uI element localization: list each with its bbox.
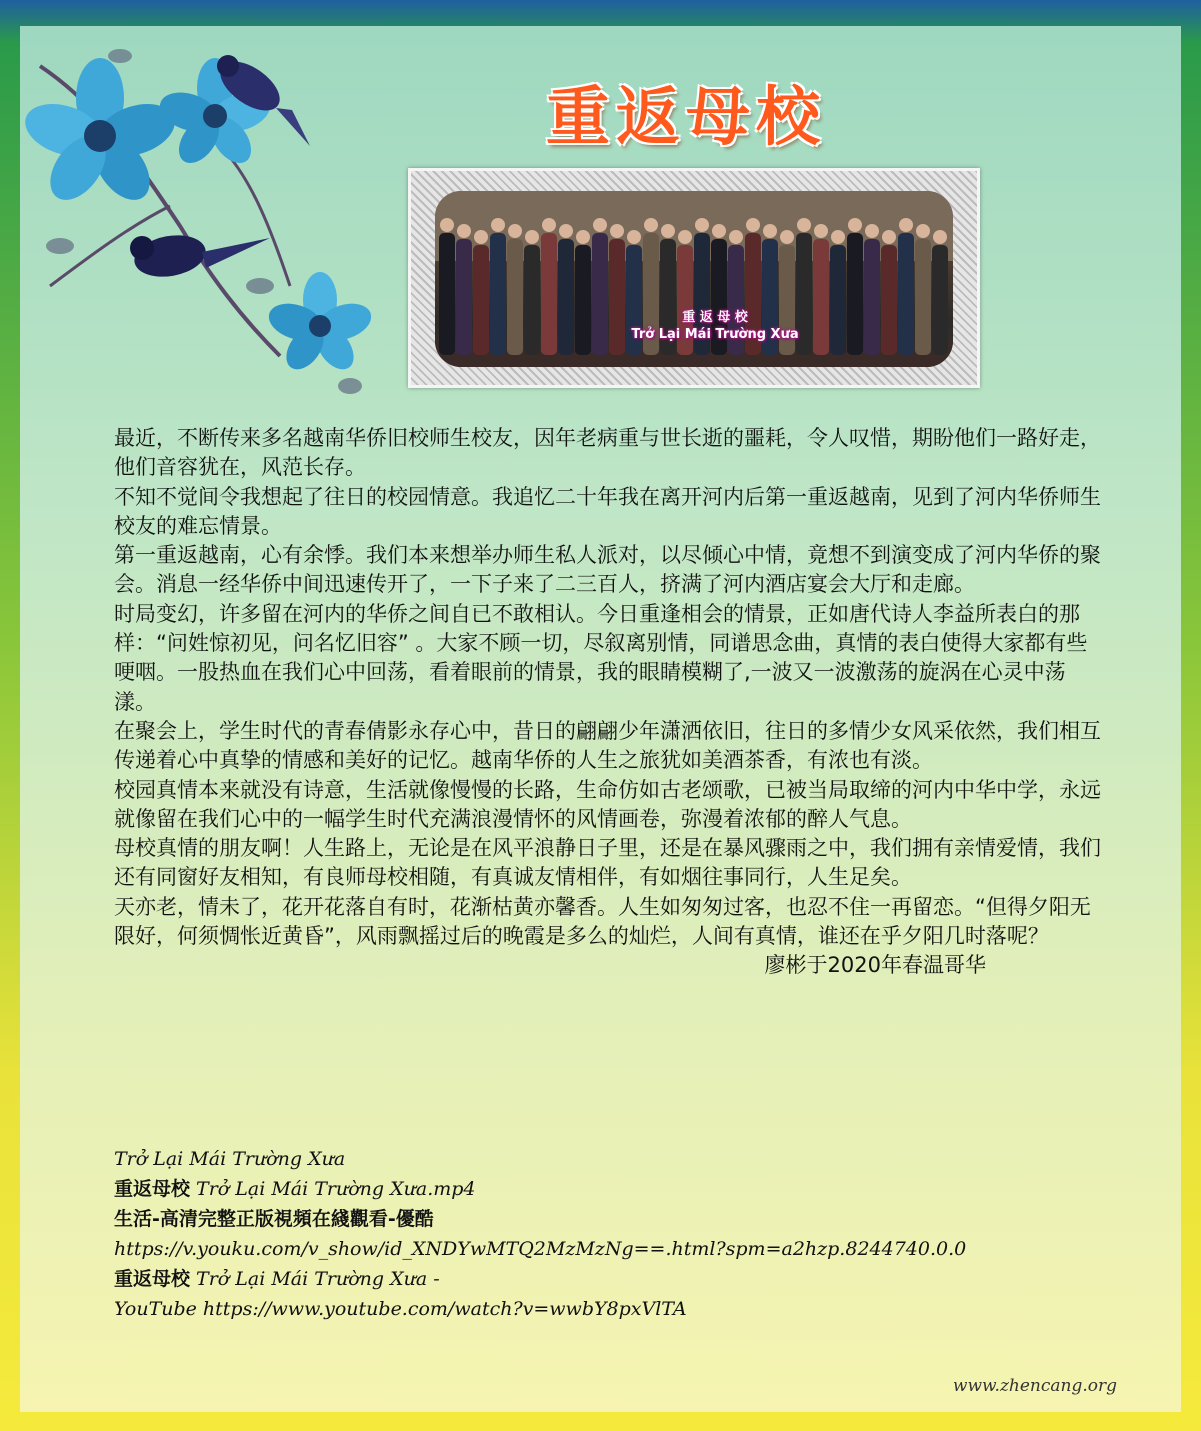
photo-caption-vn: Trở Lại Mái Trường Xưa bbox=[631, 327, 799, 342]
youtube-url-link[interactable]: YouTube https://www.youtube.com/watch?v=wwbY8pxVlTA bbox=[114, 1298, 687, 1320]
person-figure bbox=[932, 245, 948, 355]
person-head bbox=[695, 218, 709, 232]
person-head bbox=[457, 224, 471, 238]
person-figure bbox=[830, 245, 846, 355]
paragraph: 时局变幻，许多留在河内的华侨之间自已不敢相认。今日重逢相会的情景，正如唐代诗人李益所表白的那样：“问姓惊初见，问名忆旧容” 。大家不顾一切，尽叙离别情，同谱思念曲，真情的表白使得大家都有些哽咽。一股热血在我们心中回荡，看着眼前的情景，我的眼睛模糊了,一波又一波激荡的旋涡在心灵中荡漾。 bbox=[114, 601, 1088, 714]
person-figure bbox=[847, 233, 863, 355]
person-head bbox=[933, 230, 947, 244]
person-head bbox=[644, 218, 658, 232]
person-head bbox=[525, 230, 539, 244]
person-head bbox=[831, 230, 845, 244]
person-head bbox=[814, 224, 828, 238]
person-head bbox=[882, 230, 896, 244]
person-figure bbox=[473, 245, 489, 355]
photo-caption-cn: 重 返 母 校 bbox=[682, 310, 748, 325]
person-head bbox=[627, 230, 641, 244]
person-figure bbox=[864, 239, 880, 355]
person-figure bbox=[490, 233, 506, 355]
person-figure bbox=[881, 245, 897, 355]
person-figure bbox=[541, 233, 557, 355]
paragraph: 第一重返越南，心有余悸。我们本来想举办师生私人派对，以尽倾心中情，竟想不到演变成了河内华侨的聚会。消息一经华侨中间迅速传开了，一下子来了二三百人，挤满了河内酒店宴会大厅和走廊。 bbox=[114, 543, 1101, 597]
person-figure bbox=[898, 233, 914, 355]
group-photo-frame bbox=[408, 168, 980, 388]
person-head bbox=[593, 218, 607, 232]
article-body bbox=[114, 424, 1104, 981]
site-watermark: www.zhencang.org bbox=[952, 1376, 1117, 1396]
video-file-vn: Trở Lại Mái Trường Xưa.mp4 bbox=[190, 1178, 476, 1200]
person-figure bbox=[575, 245, 591, 355]
youtube-title-vn: Trở Lại Mái Trường Xưa - bbox=[190, 1268, 440, 1290]
person-head bbox=[865, 224, 879, 238]
person-figure bbox=[524, 245, 540, 355]
youku-title-link[interactable]: 生活-高清完整正版視頻在綫觀看-優酷 bbox=[114, 1208, 434, 1230]
person-figure bbox=[439, 233, 455, 355]
person-head bbox=[797, 218, 811, 232]
person-figure bbox=[456, 239, 472, 355]
person-head bbox=[899, 218, 913, 232]
page-title: 重返母校 bbox=[546, 81, 826, 155]
person-head bbox=[746, 218, 760, 232]
youtube-title-link[interactable] bbox=[114, 1264, 1114, 1294]
links-section bbox=[114, 1144, 1114, 1324]
person-figure bbox=[813, 239, 829, 355]
person-head bbox=[542, 218, 556, 232]
person-head bbox=[559, 224, 573, 238]
person-head bbox=[491, 218, 505, 232]
paragraph: 不知不觉间令我想起了往日的校园情意。我追忆二十年我在离开河内后第一重返越南，见到了河内华侨师生校友的难忘情景。 bbox=[114, 484, 1101, 538]
paragraph: 在聚会上，学生时代的青春倩影永存心中，昔日的翩翩少年潇洒依旧，往日的多情少女风采依然，我们相互传递着心中真挚的情感和美好的记忆。越南华侨的人生之旅犹如美酒茶香，有浓也有淡。 bbox=[114, 718, 1101, 773]
flower-bird-decoration bbox=[20, 26, 400, 406]
person-figure bbox=[592, 233, 608, 355]
flower-icon bbox=[264, 272, 376, 376]
paragraph: 最近，不断传来多名越南华侨旧校师生校友，因年老病重与世长逝的噩耗，令人叹惜，期盼他们一路好走，他们音容犹在，风范长存。 bbox=[114, 426, 1101, 480]
person-head bbox=[916, 224, 930, 238]
person-head bbox=[848, 218, 862, 232]
bird-icon bbox=[130, 230, 270, 282]
video-title-link[interactable]: Trở Lại Mái Trường Xưa bbox=[114, 1148, 346, 1170]
youtube-title-cn: 重返母校 bbox=[114, 1268, 191, 1290]
photo-caption bbox=[615, 309, 815, 343]
flower-icon bbox=[20, 58, 181, 210]
person-head bbox=[474, 230, 488, 244]
person-head bbox=[780, 230, 794, 244]
youku-url-link[interactable]: https://v.youku.com/v_show/id_XNDYwMTQ2MzMzNg==.html?spm=a2hzp.8244740.0.0 bbox=[114, 1238, 967, 1260]
signature: 廖彬于2020年春温哥华 bbox=[764, 953, 986, 978]
person-head bbox=[763, 224, 777, 238]
person-head bbox=[729, 230, 743, 244]
group-photo bbox=[435, 191, 953, 367]
video-file-cn: 重返母校 bbox=[114, 1178, 191, 1200]
content-panel bbox=[20, 26, 1181, 1412]
person-head bbox=[678, 230, 692, 244]
person-figure bbox=[915, 239, 931, 355]
person-head bbox=[576, 230, 590, 244]
person-head bbox=[610, 224, 624, 238]
person-figure bbox=[507, 239, 523, 355]
person-head bbox=[661, 224, 675, 238]
paragraph: 校园真情本来就没有诗意，生活就像慢慢的长路，生命仿如古老颂歌，已被当局取缔的河内中华中学，永远就像留在我们心中的一幅学生时代充满浪漫情怀的风情画卷，弥漫着浓郁的醉人气息。 bbox=[114, 777, 1101, 831]
person-head bbox=[508, 224, 522, 238]
paragraph: 天亦老，情未了，花开花落自有时，花渐枯黄亦馨香。人生如匆匆过客，也忍不住一再留恋。“但得夕阳无限好，何须惆怅近黄昏”，风雨飘摇过后的晚霞是多么的灿烂，人间有真情，谁还在乎夕阳几时落呢？ bbox=[114, 894, 1091, 949]
person-head bbox=[712, 224, 726, 238]
video-file-link[interactable] bbox=[114, 1174, 1114, 1204]
person-figure bbox=[558, 239, 574, 355]
person-head bbox=[440, 218, 454, 232]
paragraph: 母校真情的朋友啊！人生路上，无论是在风平浪静日子里，还是在暴风骤雨之中，我们拥有亲情爱情，我们还有同窗好友相知，有良师母校相随，有真诚友情相伴，有如烟往事同行，人生足矣。 bbox=[114, 836, 1101, 890]
